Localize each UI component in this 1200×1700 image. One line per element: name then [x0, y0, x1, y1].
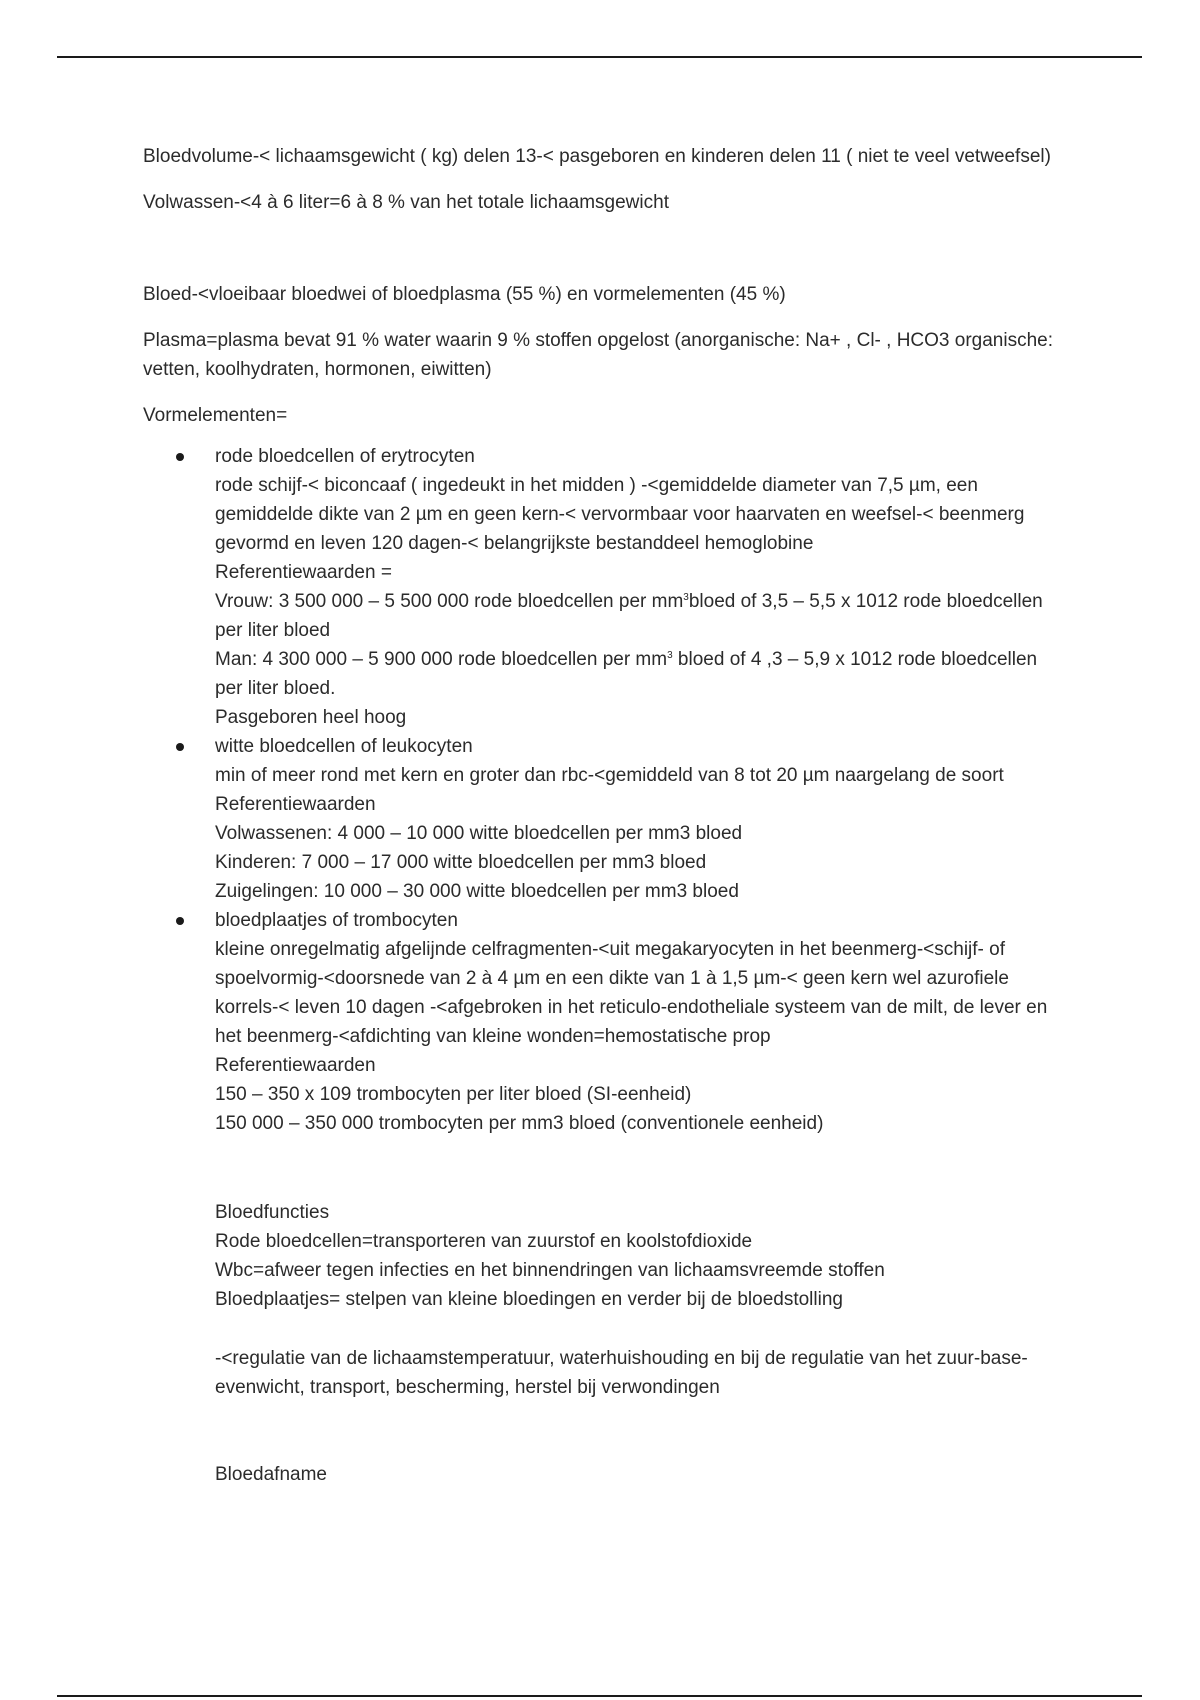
wbc-infants: Zuigelingen: 10 000 – 30 000 witte bloedcellen per mm3 bloed	[215, 881, 739, 902]
paragraph-blood-volume: Bloedvolume-< lichaamsgewicht ( kg) delen 13-< pasgeboren en kinderen delen 11 ( niet te veel vetweefsel)	[143, 146, 1051, 167]
paragraph-formed-elements: Vormelementen=	[143, 405, 288, 426]
function-rbc: Rode bloedcellen=transporteren van zuurstof en koolstofdioxide	[215, 1231, 753, 1252]
function-wbc: Wbc=afweer tegen infecties en het binnendringen van lichaamsvreemde stoffen	[215, 1260, 885, 1281]
platelets-si: 150 – 350 x 109 trombocyten per liter bloed (SI-eenheid)	[215, 1084, 692, 1105]
rbc-newborn: Pasgeboren heel hoog	[215, 707, 407, 728]
bullet-icon	[176, 917, 184, 925]
wbc-title: witte bloedcellen of leukocyten	[215, 736, 473, 757]
formed-elements-list	[143, 442, 1063, 1138]
platelets-conventional: 150 000 – 350 000 trombocyten per mm3 bloed (conventionele eenheid)	[215, 1113, 824, 1134]
footer-rule	[57, 1695, 1142, 1697]
section-blood-draw: Bloedafname	[215, 1464, 327, 1485]
platelets-title: bloedplaatjes of trombocyten	[215, 910, 458, 931]
bullet-icon	[176, 453, 184, 461]
wbc-reference-label: Referentiewaarden	[215, 794, 376, 815]
platelets-description: kleine onregelmatig afgelijnde celfragmenten-<uit megakaryocyten in het beenmerg-<schijf- of spoelvormig-<doorsnede van 2 à 4 µm en een dikte van 1 à 1,5 µm-< geen kern wel azurofiele korrels-< leven 10 dagen -<afgebroken in het reticulo-endotheliale systeem van de milt, de lever en het beenmerg-<afdichting van kleine wonden=hemostatische prop	[215, 939, 1048, 1047]
list-item-rbc	[215, 442, 1063, 732]
rbc-title: rode bloedcellen of erytrocyten	[215, 446, 475, 467]
bullet-icon	[176, 743, 184, 751]
rbc-women-values: Vrouw: 3 500 000 – 5 500 000 rode bloedcellen per $mm^3bloed$ of 3,5 – 5,5 x 1012 rode bloedcellen per liter bloed	[215, 591, 1043, 641]
header-rule	[57, 56, 1142, 58]
rbc-reference-label: Referentiewaarden =	[215, 562, 392, 583]
functions-title: Bloedfuncties	[215, 1202, 330, 1223]
document-body	[143, 142, 1063, 1489]
wbc-children: Kinderen: 7 000 – 17 000 witte bloedcellen per mm3 bloed	[215, 852, 707, 873]
function-platelets: Bloedplaatjes= stelpen van kleine bloedingen en verder bij de bloedstolling	[215, 1289, 843, 1310]
paragraph-plasma: Plasma=plasma bevat 91 % water waarin 9 % stoffen opgelost (anorganische: Na+ , Cl- , HCO3 organische: vetten, koolhydraten, hormonen, eiwitten)	[143, 330, 1054, 380]
rbc-description: rode schijf-< biconcaaf ( ingedeukt in het midden ) -<gemiddelde diameter van 7,5 µm, een gemiddelde dikte van 2 µm en geen kern-< vervormbaar voor haarvaten en weefsel-< beenmerg gevormd en leven 120 dagen-< belangrijkste bestanddeel hemoglobine	[215, 475, 1025, 554]
paragraph-adult-volume: Volwassen-<4 à 6 liter=6 à 8 % van het totale lichaamsgewicht	[143, 192, 669, 213]
platelets-reference-label: Referentiewaarden	[215, 1055, 376, 1076]
function-other: -<regulatie van de lichaamstemperatuur, waterhuishouding en bij de regulatie van het zuur-base-evenwicht, transport, bescherming, herstel bij verwondingen	[215, 1348, 1028, 1398]
paragraph-blood-composition: Bloed-<vloeibaar bloedwei of bloedplasma (55 %) en vormelementen (45 %)	[143, 284, 786, 305]
blood-functions-section	[143, 1198, 1063, 1489]
wbc-description: min of meer rond met kern en groter dan rbc-<gemiddeld van 8 tot 20 µm naargelang de soort	[215, 765, 1004, 786]
list-item-wbc	[215, 732, 1063, 906]
rbc-men-values: Man: 4 300 000 – 5 900 000 rode bloedcellen per $mm^3$ bloed of 4 ,3 – 5,9 x 1012 rode bloedcellen per liter bloed.	[215, 649, 1038, 699]
wbc-adults: Volwassenen: 4 000 – 10 000 witte bloedcellen per mm3 bloed	[215, 823, 743, 844]
list-item-platelets	[215, 906, 1063, 1138]
